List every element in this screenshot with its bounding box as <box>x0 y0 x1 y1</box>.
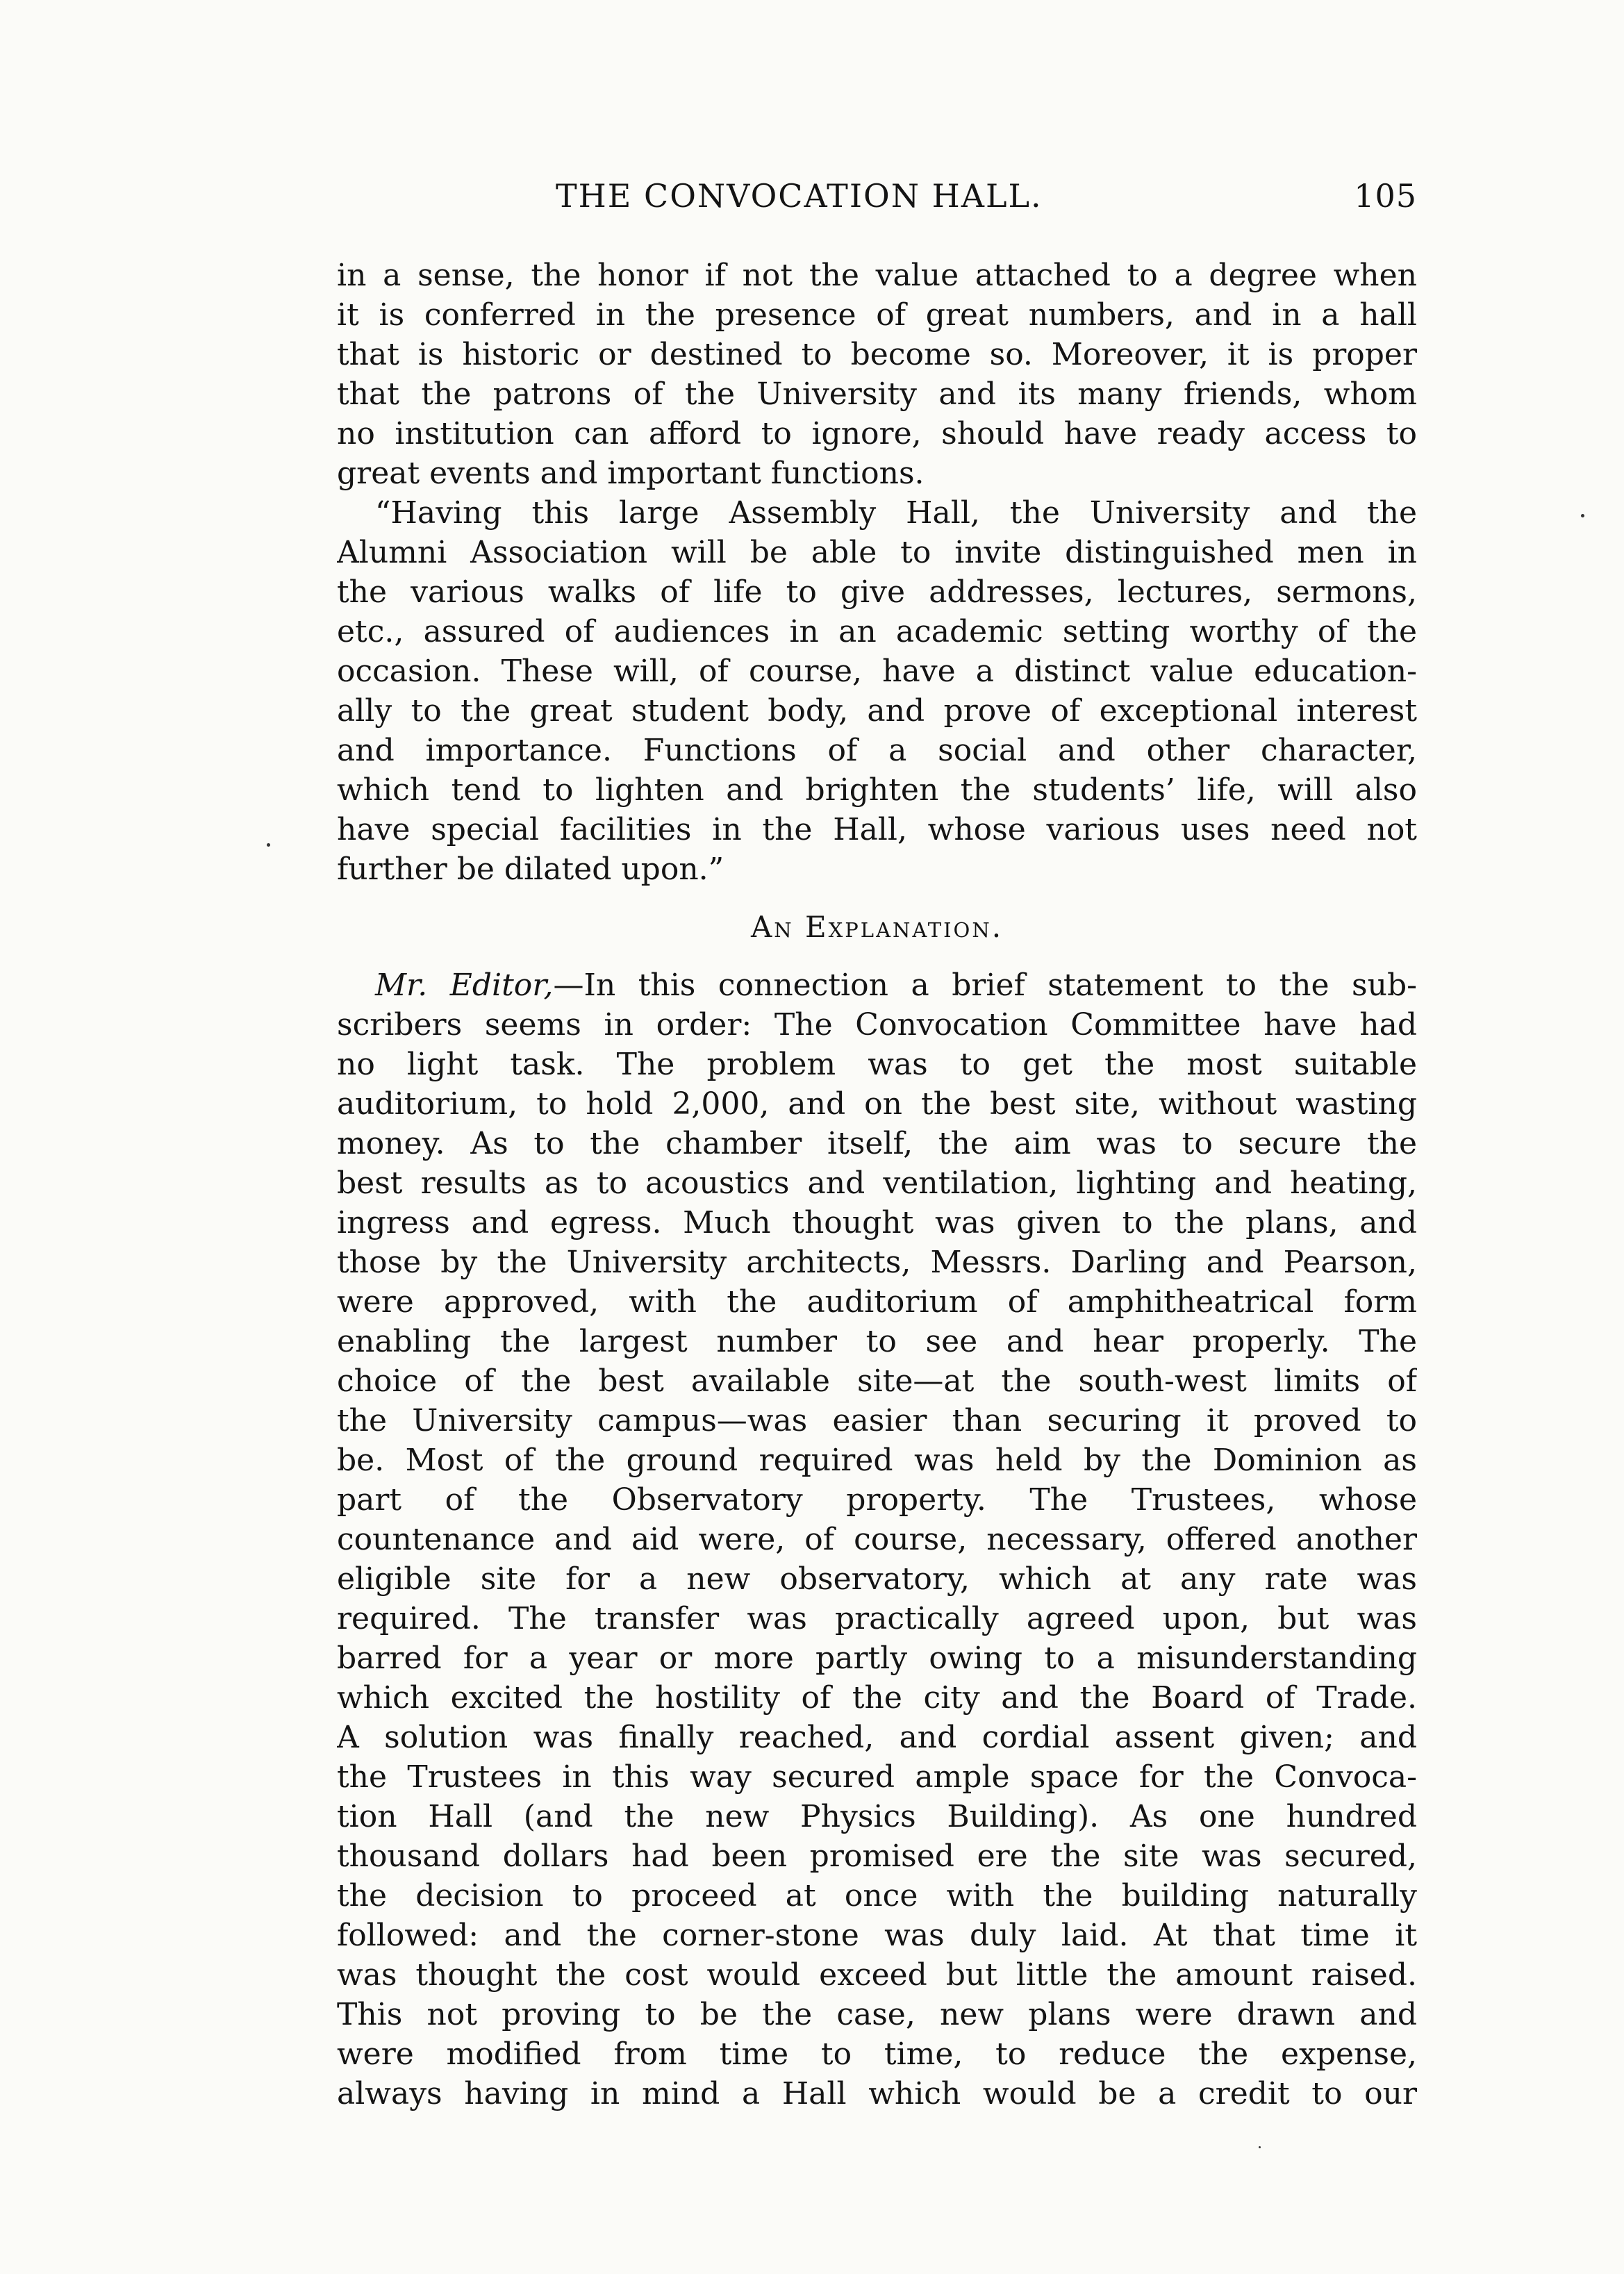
text-line: have special facilities in the Hall, whose various uses need not <box>337 812 1417 847</box>
section-heading: An Explanation. <box>750 910 1004 944</box>
running-title: THE CONVOCATION HALL. <box>556 177 1043 215</box>
text-line: This not proving to be the case, new plans were drawn and <box>337 1997 1417 2032</box>
paragraph-continuation <box>337 256 1417 493</box>
text-line: the decision to proceed at once with the building naturally <box>337 1878 1417 1914</box>
ink-speck <box>1259 2146 1261 2148</box>
text-line: thousand dollars had been promised ere the site was secured, <box>337 1839 1417 1874</box>
text-line: great events and important functions. <box>337 456 925 491</box>
page-number: 105 <box>1354 177 1417 215</box>
text-line: choice of the best available site—at the south-west limits of <box>337 1363 1417 1399</box>
text-line: further be dilated upon.” <box>337 852 724 887</box>
running-head <box>337 175 1417 224</box>
text-line: the Trustees in this way secured ample space for the Convoca- <box>337 1759 1417 1795</box>
text-line: scribers seems in order: The Convocation Committee have had <box>337 1007 1417 1043</box>
first-line-text: —In this connection a brief statement to the sub- <box>553 968 1417 1003</box>
letter-paragraph <box>337 965 1417 2114</box>
text-line: required. The transfer was practically agreed upon, but was <box>337 1601 1417 1636</box>
text-line: ally to the great student body, and prove of exceptional interest <box>337 693 1417 729</box>
text-line: was thought the cost would exceed but little the amount raised. <box>337 1957 1417 1993</box>
text-line: no light task. The problem was to get the most suitable <box>337 1047 1417 1082</box>
text-line: etc., assured of audiences in an academic setting worthy of the <box>337 614 1417 649</box>
text-line: be. Most of the ground required was held by the Dominion as <box>337 1443 1417 1478</box>
text-line: no institution can afford to ignore, should have ready access to <box>337 416 1417 451</box>
text-line: money. As to the chamber itself, the aim was to secure the <box>337 1126 1417 1161</box>
salutation: Mr. Editor, <box>375 968 554 1003</box>
text-line: the University campus—was easier than securing it proved to <box>337 1403 1417 1438</box>
text-line: which tend to lighten and brighten the students’ life, will also <box>337 772 1417 808</box>
text-line: eligible site for a new observatory, which at any rate was <box>337 1561 1417 1597</box>
text-line: followed: and the corner-stone was duly laid. At that time it <box>337 1918 1417 1953</box>
text-line: best results as to acoustics and ventilation, lighting and heating, <box>337 1165 1417 1201</box>
text-line: always having in mind a Hall which would be a credit to our <box>337 2076 1417 2111</box>
text-line: that the patrons of the University and its many friends, whom <box>337 376 1417 412</box>
text-line: that is historic or destined to become so. Moreover, it is proper <box>337 337 1417 372</box>
text-line: tion Hall (and the new Physics Building). As one hundred <box>337 1799 1417 1834</box>
text-line: the various walks of life to give addresses, lectures, sermons, <box>337 574 1417 610</box>
text-line: were approved, with the auditorium of amphitheatrical form <box>337 1284 1417 1320</box>
quoted-paragraph <box>337 493 1417 889</box>
text-line: and importance. Functions of a social and other character, <box>337 733 1417 768</box>
text-line: Alumni Association will be able to invite distinguished men in <box>337 535 1417 570</box>
text-line: “Having this large Assembly Hall, the University and the <box>375 495 1417 531</box>
text-line: enabling the largest number to see and hear properly. The <box>337 1324 1417 1359</box>
text-line: in a sense, the honor if not the value attached to a degree when <box>337 258 1417 293</box>
text-line: which excited the hostility of the city and the Board of Trade. <box>337 1680 1417 1716</box>
text-line: those by the University architects, Messrs. Darling and Pearson, <box>337 1245 1417 1280</box>
text-line: A solution was finally reached, and cordial assent given; and <box>337 1720 1417 1755</box>
text-line: occasion. These will, of course, have a distinct value education- <box>337 654 1417 689</box>
text-line <box>337 965 1417 1005</box>
text-line: part of the Observatory property. The Trustees, whose <box>337 1482 1417 1518</box>
ink-speck <box>1581 514 1584 517</box>
body-text <box>337 256 1417 2145</box>
text-line: it is conferred in the presence of great numbers, and in a hall <box>337 297 1417 333</box>
ink-speck <box>267 843 270 847</box>
text-line: were modified from time to time, to reduce the expense, <box>337 2036 1417 2072</box>
text-line: ingress and egress. Much thought was given to the plans, and <box>337 1205 1417 1240</box>
text-line: countenance and aid were, of course, necessary, offered another <box>337 1522 1417 1557</box>
text-line: auditorium, to hold 2,000, and on the best site, without wasting <box>337 1086 1417 1122</box>
text-line: barred for a year or more partly owing to a misunderstanding <box>337 1641 1417 1676</box>
